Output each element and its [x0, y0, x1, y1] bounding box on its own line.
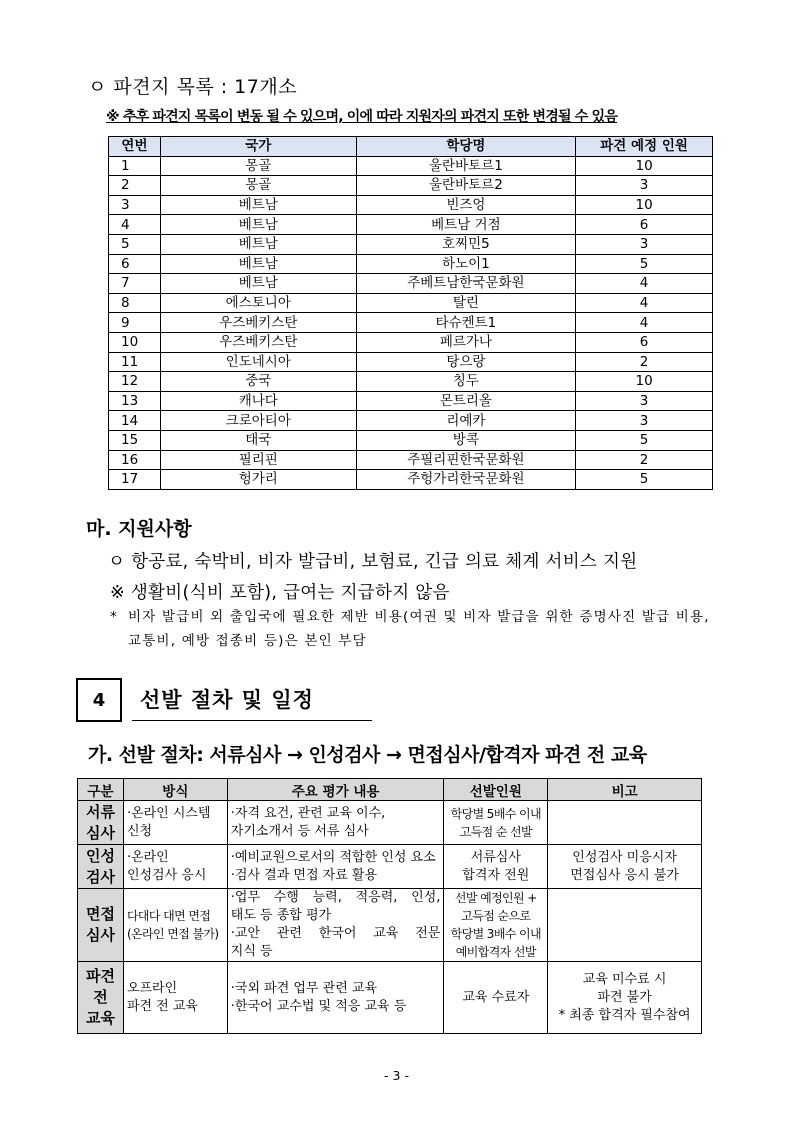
- quota-cell: [444, 845, 548, 889]
- col-header: 구분: [78, 779, 124, 801]
- table-row: [109, 470, 713, 490]
- country-cell: 몽골: [160, 156, 356, 176]
- selection-process-table: [77, 778, 702, 1034]
- destination-list-heading: ㅇ 파견지 목록 : 17개소: [88, 76, 298, 98]
- cell-line: ·국외 파견 업무 관련 교육: [230, 980, 378, 996]
- quota-cell: 3: [576, 411, 713, 431]
- table-row: [109, 215, 713, 235]
- table-row: [109, 411, 713, 431]
- cell-line: ·한국어 교수법 및 적응 교육 등: [230, 998, 407, 1014]
- country-cell: 헝가리: [160, 470, 356, 490]
- country-cell: 우즈베키스탄: [160, 332, 356, 352]
- cell-line: 교육 수료자: [462, 989, 530, 1005]
- quota-cell: 5: [576, 254, 713, 274]
- method-cell: [123, 801, 227, 845]
- cell-line: 고득점 순 선발: [459, 824, 532, 839]
- selection-process-subheading: 가. 선발 절차: 서류심사 → 인성검사 → 면접심사/합격자 파견 전 교육: [88, 744, 647, 766]
- table-row: [109, 293, 713, 313]
- country-cell: 베트남: [160, 274, 356, 294]
- cell-line: ·예비교원으로서의 적합한 인성 요소: [230, 849, 436, 865]
- quota-cell: 6: [576, 215, 713, 235]
- col-header: 연번: [109, 137, 161, 157]
- cell-line: ·검사 결과 면접 자료 활용: [230, 867, 378, 883]
- quota-cell: 3: [576, 391, 713, 411]
- country-cell: 베트남: [160, 234, 356, 254]
- table-row: [109, 195, 713, 215]
- cell-line: 심사: [85, 926, 115, 944]
- table-row: [78, 962, 702, 1034]
- institute-cell: 리예카: [356, 411, 576, 431]
- content-cell: [227, 801, 444, 845]
- quota-cell: 3: [576, 234, 713, 254]
- institute-cell: 방콕: [356, 430, 576, 450]
- quota-cell: 3: [576, 176, 713, 196]
- cell-line: 전: [93, 988, 108, 1006]
- content-cell: [227, 845, 444, 889]
- cell-line: 학당별 5배수 이내: [450, 806, 542, 821]
- category-cell: [78, 962, 124, 1034]
- cell-line: 신청: [126, 823, 153, 839]
- country-cell: 베트남: [160, 195, 356, 215]
- cell-line: 면접심사 응시 불가: [570, 867, 679, 883]
- cell-line: 예비합격자 선발: [455, 945, 536, 959]
- quota-cell: 5: [576, 430, 713, 450]
- table-row: [78, 845, 702, 889]
- country-cell: 베트남: [160, 254, 356, 274]
- institute-cell: 페르가나: [356, 332, 576, 352]
- row-number: 6: [109, 254, 161, 274]
- row-number: 1: [109, 156, 161, 176]
- cell-line: 자기소개서 등 서류 심사: [230, 823, 369, 839]
- quota-cell: 5: [576, 470, 713, 490]
- section-title: 선발 절차 및 일정: [140, 688, 314, 712]
- remarks-cell: [548, 845, 702, 889]
- cell-line: * 최종 합격자 필수참여: [558, 1007, 691, 1023]
- cell-line: (온라인 면접 불가): [126, 927, 219, 941]
- country-cell: 인도네시아: [160, 352, 356, 372]
- category-cell: [78, 801, 124, 845]
- country-cell: 필리핀: [160, 450, 356, 470]
- row-number: 2: [109, 176, 161, 196]
- country-cell: 몽골: [160, 176, 356, 196]
- process-table-header: [78, 779, 702, 801]
- table-row: [109, 450, 713, 470]
- cell-line: 교육 미수료 시: [582, 971, 667, 987]
- institute-cell: 베트남 거점: [356, 215, 576, 235]
- method-cell: [123, 889, 227, 962]
- row-number: 16: [109, 450, 161, 470]
- quota-cell: 6: [576, 332, 713, 352]
- cell-line: 태도 등 종합 평가: [230, 908, 332, 923]
- cell-line: 서류: [85, 802, 115, 821]
- cell-line: 파견 불가: [597, 989, 652, 1005]
- institute-cell: 주헝가리한국문화원: [356, 470, 576, 490]
- col-header: 비고: [548, 779, 702, 801]
- quota-cell: 4: [576, 313, 713, 333]
- cell-line: 선발 예정인원 +: [454, 891, 537, 905]
- quota-cell: 10: [576, 195, 713, 215]
- section-title-underline: [132, 720, 372, 721]
- remarks-cell: [548, 801, 702, 845]
- content-cell: [227, 962, 444, 1034]
- institute-cell: 주베트남한국문화원: [356, 274, 576, 294]
- quota-cell: 10: [576, 156, 713, 176]
- table-row: [109, 176, 713, 196]
- page-number: - 3 -: [384, 1068, 409, 1083]
- institute-cell: 울란바토르2: [356, 176, 576, 196]
- support-bullet: ㅇ 항공료, 숙박비, 비자 발급비, 보험료, 긴급 의료 체계 서비스 지원: [108, 552, 638, 572]
- table-row: [109, 372, 713, 392]
- destination-change-note: ※ 추후 파견지 목록이 변동 될 수 있으며, 이에 따라 지원자의 파견지 또한 변경될 수 있음: [106, 109, 618, 125]
- row-number: 14: [109, 411, 161, 431]
- quota-cell: 4: [576, 274, 713, 294]
- destination-table: [108, 136, 713, 490]
- support-footnote: [110, 605, 720, 653]
- table-row: [109, 156, 713, 176]
- table-row: [78, 889, 702, 962]
- quota-cell: 2: [576, 450, 713, 470]
- cell-line: 검사: [85, 867, 115, 886]
- row-number: 9: [109, 313, 161, 333]
- col-header: 선발인원: [444, 779, 548, 801]
- quota-cell: [444, 801, 548, 845]
- cell-line: 교육: [85, 1009, 115, 1027]
- cell-line: 파견 전 교육: [126, 998, 198, 1014]
- institute-cell: 호찌민5: [356, 234, 576, 254]
- cell-line: 지식 등: [230, 944, 273, 959]
- row-number: 11: [109, 352, 161, 372]
- col-header: 방식: [123, 779, 227, 801]
- table-row: [109, 254, 713, 274]
- cell-line: ·교안 관련 한국어 교육 전문: [230, 926, 441, 941]
- table-row: [109, 391, 713, 411]
- country-cell: 태국: [160, 430, 356, 450]
- footnote-star: *: [110, 609, 118, 625]
- method-cell: [123, 962, 227, 1034]
- row-number: 17: [109, 470, 161, 490]
- quota-cell: 10: [576, 372, 713, 392]
- cell-line: 오프라인: [126, 980, 178, 996]
- institute-cell: 타슈켄트1: [356, 313, 576, 333]
- row-number: 7: [109, 274, 161, 294]
- col-header: 파견 예정 인원: [576, 137, 713, 157]
- method-cell: [123, 845, 227, 889]
- table-row: [78, 801, 702, 845]
- country-cell: 에스토니아: [160, 293, 356, 313]
- remarks-cell: [548, 889, 702, 962]
- row-number: 8: [109, 293, 161, 313]
- cell-line: 심사: [85, 823, 115, 842]
- cell-line: ·자격 요건, 관련 교육 이수,: [230, 805, 386, 821]
- institute-cell: 빈즈엉: [356, 195, 576, 215]
- country-cell: 크로아티아: [160, 411, 356, 431]
- cell-line: ·업무 수행 능력, 적응력, 인성,: [230, 890, 441, 905]
- cell-line: ·온라인 시스템: [126, 805, 211, 821]
- col-header: 학당명: [356, 137, 576, 157]
- country-cell: 베트남: [160, 215, 356, 235]
- cell-line: 파견: [85, 967, 115, 985]
- support-heading: 마. 지원사항: [86, 518, 192, 540]
- quota-cell: [444, 962, 548, 1034]
- cell-line: 학당별 3배수 이내: [450, 927, 542, 941]
- table-row: [109, 234, 713, 254]
- table-row: [109, 274, 713, 294]
- institute-cell: 울란바토르1: [356, 156, 576, 176]
- row-number: 13: [109, 391, 161, 411]
- quota-cell: [444, 889, 548, 962]
- institute-cell: 몬트리올: [356, 391, 576, 411]
- cell-line: 면접: [85, 905, 115, 923]
- row-number: 12: [109, 372, 161, 392]
- institute-cell: 하노이1: [356, 254, 576, 274]
- cell-line: ·온라인: [126, 849, 169, 865]
- category-cell: [78, 845, 124, 889]
- institute-cell: 탈린: [356, 293, 576, 313]
- table-row: [109, 352, 713, 372]
- destination-table-header: [109, 137, 713, 157]
- table-row: [109, 430, 713, 450]
- table-row: [109, 313, 713, 333]
- remarks-cell: [548, 962, 702, 1034]
- row-number: 4: [109, 215, 161, 235]
- row-number: 15: [109, 430, 161, 450]
- cell-line: 인성검사 응시: [126, 867, 207, 883]
- cell-line: 합격자 전원: [462, 867, 530, 883]
- col-header: 국가: [160, 137, 356, 157]
- institute-cell: 칭두: [356, 372, 576, 392]
- quota-cell: 4: [576, 293, 713, 313]
- country-cell: 중국: [160, 372, 356, 392]
- category-cell: [78, 889, 124, 962]
- cell-line: 인성검사 미응시자: [572, 849, 677, 865]
- quota-cell: 2: [576, 352, 713, 372]
- cell-line: 서류심사: [470, 849, 521, 865]
- cell-line: 고득점 순으로: [461, 909, 531, 923]
- row-number: 10: [109, 332, 161, 352]
- content-cell: [227, 889, 444, 962]
- col-header: 주요 평가 내용: [227, 779, 444, 801]
- section-number-box: 4: [76, 678, 122, 722]
- table-row: [109, 332, 713, 352]
- row-number: 3: [109, 195, 161, 215]
- row-number: 5: [109, 234, 161, 254]
- institute-cell: 주필리핀한국문화원: [356, 450, 576, 470]
- cell-line: 인성: [85, 846, 115, 865]
- institute-cell: 탕으랑: [356, 352, 576, 372]
- country-cell: 캐나다: [160, 391, 356, 411]
- cell-line: 다대다 대면 면접: [126, 909, 211, 923]
- country-cell: 우즈베키스탄: [160, 313, 356, 333]
- support-note: ※ 생활비(식비 포함), 급여는 지급하지 않음: [110, 583, 450, 603]
- footnote-text: 비자 발급비 외 출입국에 필요한 제반 비용(여권 및 비자 발급을 위한 증명사진 발급 비용, 교통비, 예방 접종비 등)은 본인 부담: [128, 609, 710, 649]
